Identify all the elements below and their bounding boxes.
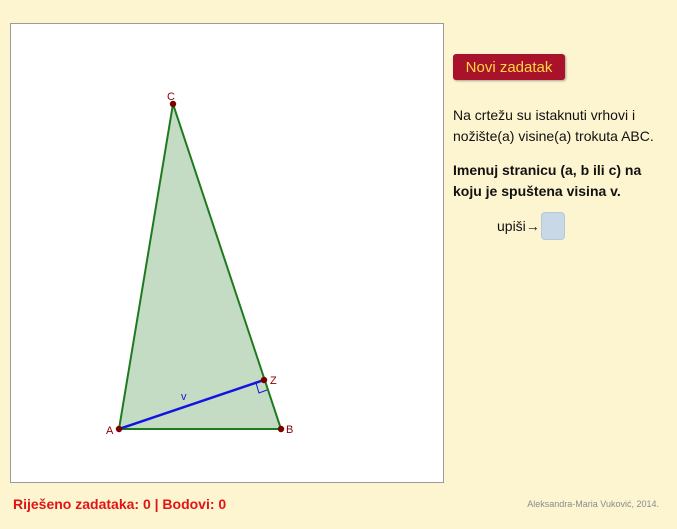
score-status: Riješeno zadataka: 0 | Bodovi: 0	[13, 496, 227, 512]
geometry-canvas[interactable]	[10, 23, 444, 483]
triangle-abc	[119, 104, 281, 429]
altitude-label-v: v	[181, 391, 187, 403]
task-description: Na crtežu su istaknuti vrhovi i nožište(a) visine(a) trokuta ABC.	[453, 107, 654, 144]
answer-label: upiši→	[497, 218, 540, 234]
author-credit: Aleksandra-Maria Vuković, 2014.	[527, 499, 659, 509]
foot-point-z	[261, 377, 267, 383]
vertex-point-b	[278, 426, 284, 432]
foot-label-z: Z	[270, 375, 277, 387]
triangle-figure	[11, 24, 443, 482]
vertex-point-a	[116, 426, 122, 432]
vertex-label-c: C	[167, 91, 175, 103]
vertex-label-b: B	[286, 424, 294, 436]
task-question: Imenuj stranicu (a, b ili c) na koju je spuštena visina v.	[453, 162, 642, 199]
answer-input[interactable]	[541, 212, 565, 240]
new-task-button[interactable]: Novi zadatak	[453, 54, 565, 80]
vertex-label-a: A	[106, 425, 114, 437]
